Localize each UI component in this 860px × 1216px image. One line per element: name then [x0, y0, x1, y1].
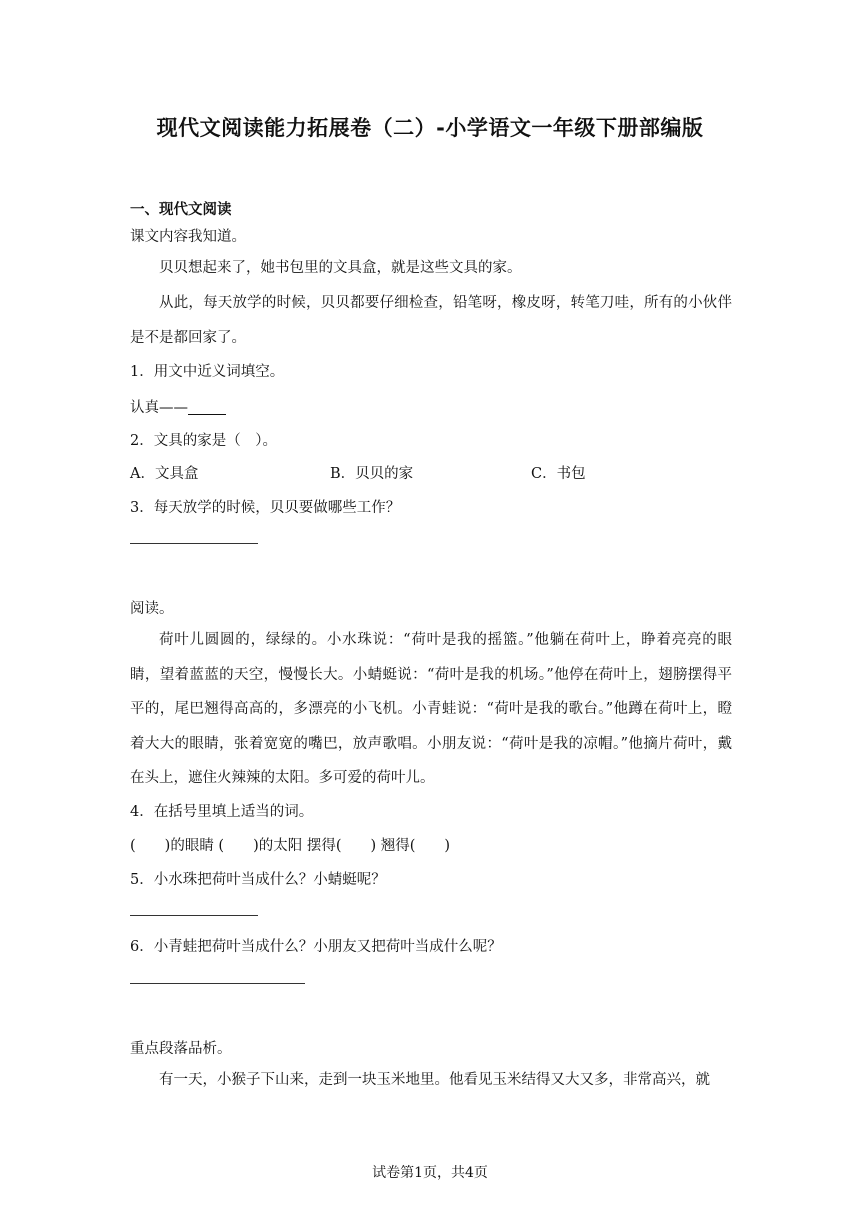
section-heading: 一、现代文阅读: [130, 202, 232, 218]
answer-line-6[interactable]: [130, 983, 305, 984]
section1-paragraph-1: 贝贝想起来了，她书包里的文具盒，就是这些文具的家。: [159, 260, 522, 276]
option-c[interactable]: C．书包: [531, 466, 586, 482]
page-title: 现代文阅读能力拓展卷（二）-小学语文一年级下册部编版: [156, 116, 704, 140]
answer-blank[interactable]: [188, 398, 226, 415]
section1-paragraph-2: 从此，每天放学的时候，贝贝都要仔细检查，铅笔呀，橡皮呀，转笔刀哇，所有的小伙伴是不是都回家了。: [130, 295, 732, 346]
option-b[interactable]: B．贝贝的家: [330, 466, 414, 482]
section1-intro: 课文内容我知道。: [130, 229, 246, 245]
answer-line-3[interactable]: [130, 543, 258, 544]
question-1-prompt: 认真——: [130, 400, 188, 416]
section2-passage: 荷叶儿圆圆的，绿绿的。小水珠说：“荷叶是我的摇篮。”他躺在荷叶上，睁着亮亮的眼睛，望着蓝蓝的天空，慢慢长大。小蜻蜓说：“荷叶是我的机场。”他停在荷叶上，翅膀摆得平平的，尾巴翘得高高的，多漂亮的小飞机。小青蛙说：“荷叶是我的歌台。”他蹲在荷叶上，瞪着大大的眼睛，张着宽宽的嘴巴，放声歌唱。小朋友说：“荷叶是我的凉帽。”他摘片荷叶，戴在头上，遮住火辣辣的太阳。多可爱的荷叶儿。: [130, 632, 732, 786]
option-a[interactable]: A．文具盒: [130, 466, 199, 482]
question-2: 2．文具的家是（ ）。: [130, 433, 277, 449]
question-1-fill: [130, 396, 226, 417]
section3-passage: 有一天，小猴子下山来，走到一块玉米地里。他看见玉米结得又大又多，非常高兴，就: [159, 1072, 710, 1088]
page-footer: 试卷第1页，共4页: [372, 1165, 488, 1181]
question-4: 4．在括号里填上适当的词。: [130, 804, 314, 820]
section2-intro: 阅读。: [130, 601, 174, 617]
question-1: 1．用文中近义词填空。: [130, 364, 285, 380]
answer-line-5[interactable]: [130, 915, 258, 916]
question-5: 5．小水珠把荷叶当成什么？小蜻蜓呢？: [130, 872, 386, 888]
section3-intro: 重点段落品析。: [130, 1041, 232, 1057]
question-3: 3．每天放学的时候，贝贝要做哪些工作？: [130, 500, 401, 516]
question-4-fill[interactable]: ( )的眼睛 ( )的太阳 摆得( ) 翘得( ): [130, 838, 451, 854]
question-6: 6．小青蛙把荷叶当成什么？小朋友又把荷叶当成什么呢？: [130, 939, 502, 955]
